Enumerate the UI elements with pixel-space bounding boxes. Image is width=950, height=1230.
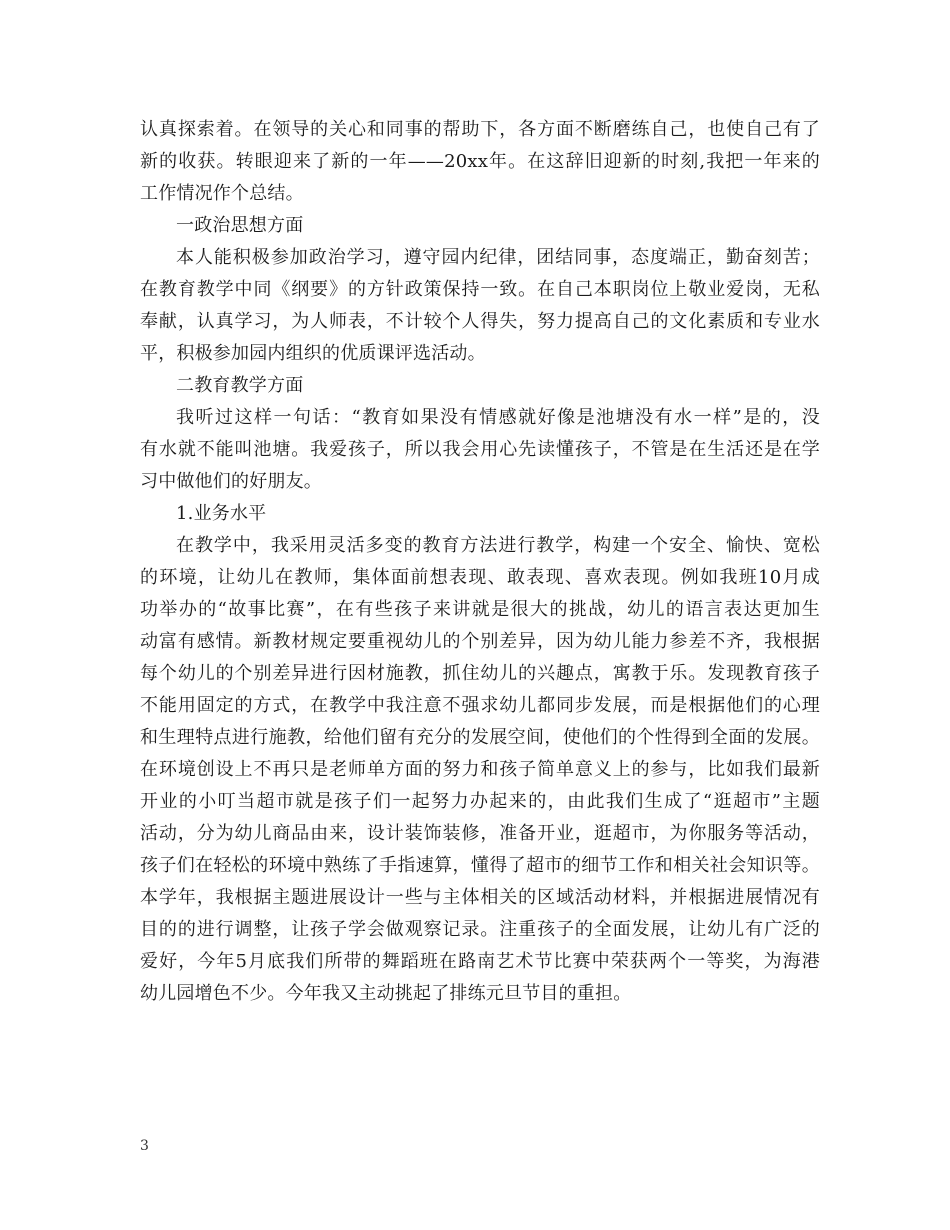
text-line: 爱好，今年5月底我们所带的舞蹈班在路南艺术节比赛中荣获两个一等奖，为海港	[140, 951, 820, 972]
text-line: 动富有感情。新教材规定要重视幼儿的个别差异，因为幼儿能力参差不齐，我根据	[140, 631, 820, 652]
text-line: 认真探索着。在领导的关心和同事的帮助下，各方面不断磨练自己，也使自己有了	[140, 119, 820, 140]
text-line: 功举办的“故事比赛”，在有些孩子来讲就是很大的挑战，幼儿的语言表达更加生	[140, 599, 820, 620]
text-line: 工作情况作个总结。	[140, 183, 304, 204]
text-line: 新的收获。转眼迎来了新的一年——20xx年。在这辞旧迎新的时刻,我把一年来的	[140, 151, 820, 172]
text-line: 习中做他们的好朋友。	[140, 471, 322, 492]
text-line: 平，积极参加园内组织的优质课评选活动。	[140, 343, 486, 364]
text-line: 不能用固定的方式，在教学中我注意不强求幼儿都同步发展，而是根据他们的心理	[140, 695, 820, 716]
text-line: 在环境创设上不再只是老师单方面的努力和孩子简单意义上的参与，比如我们最新	[140, 759, 820, 780]
text-line: 开业的小叮当超市就是孩子们一起努力办起来的，由此我们生成了“逛超市”主题	[140, 791, 820, 812]
document-body	[140, 114, 820, 1010]
text-line: 二教育教学方面	[176, 375, 304, 396]
text-line: 目的的进行调整，让孩子学会做观察记录。注重孩子的全面发展，让幼儿有广泛的	[140, 919, 820, 940]
text-line: 奉献，认真学习，为人师表，不计较个人得失，努力提高自己的文化素质和专业水	[140, 311, 820, 332]
text-line: 在教学中，我采用灵活多变的教育方法进行教学，构建一个安全、愉快、宽松	[176, 535, 820, 556]
text-line: 一政治思想方面	[176, 215, 304, 236]
text-line: 1.业务水平	[176, 503, 267, 524]
text-line: 和生理特点进行施教，给他们留有充分的发展空间，使他们的个性得到全面的发展。	[140, 727, 820, 748]
text-line: 活动，分为幼儿商品由来，设计装饰装修，准备开业，逛超市，为你服务等活动，	[140, 823, 820, 844]
page-number: 3	[140, 1138, 149, 1154]
text-line: 孩子们在轻松的环境中熟练了手指速算，懂得了超市的细节工作和相关社会知识等。	[140, 855, 820, 876]
text-line: 的环境，让幼儿在教师，集体面前想表现、敢表现、喜欢表现。例如我班10月成	[140, 567, 820, 588]
text-line: 本学年，我根据主题进展设计一些与主体相关的区域活动材料，并根据进展情况有	[140, 887, 820, 908]
text-line: 有水就不能叫池塘。我爱孩子，所以我会用心先读懂孩子，不管是在生活还是在学	[140, 439, 820, 460]
text-line: 我听过这样一句话：“教育如果没有情感就好像是池塘没有水一样”是的，没	[176, 407, 820, 428]
text-line: 每个幼儿的个别差异进行因材施教，抓住幼儿的兴趣点，寓教于乐。发现教育孩子	[140, 663, 820, 684]
text-line: 幼儿园增色不少。今年我又主动挑起了排练元旦节目的重担。	[140, 983, 632, 1004]
text-line: 在教育教学中同《纲要》的方针政策保持一致。在自己本职岗位上敬业爱岗，无私	[140, 279, 820, 300]
text-line: 本人能积极参加政治学习，遵守园内纪律，团结同事，态度端正，勤奋刻苦；	[176, 247, 820, 268]
